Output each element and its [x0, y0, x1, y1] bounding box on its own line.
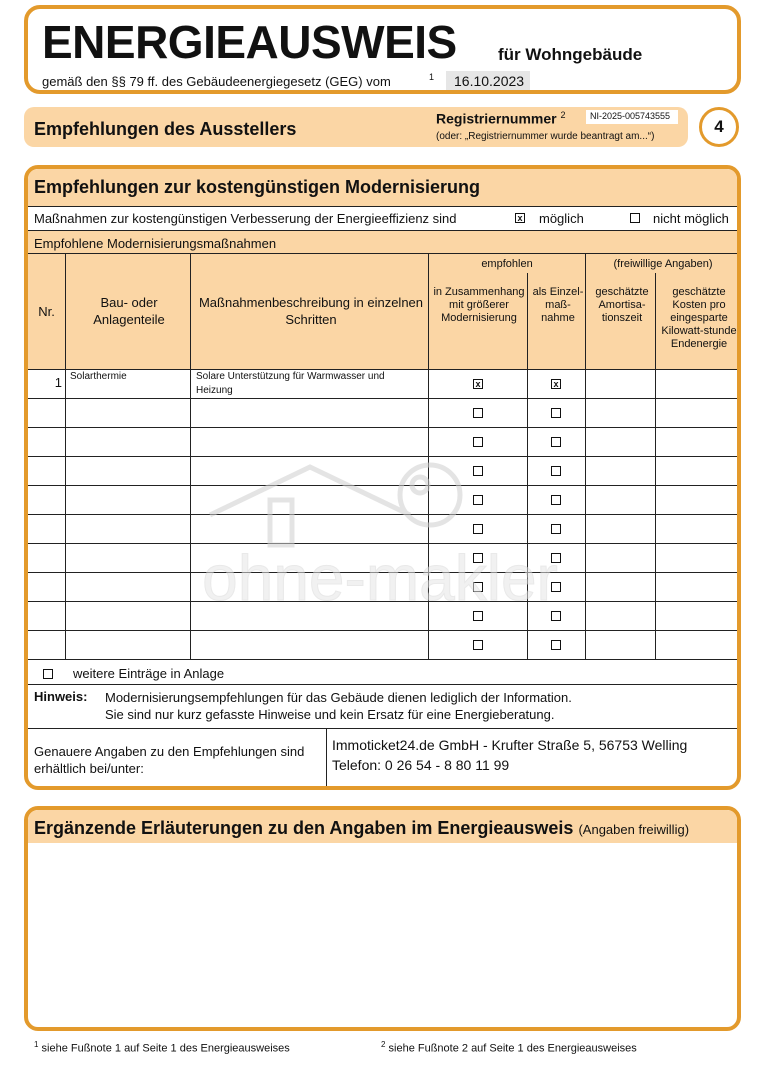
row-divider	[28, 398, 737, 399]
footnote-2	[381, 1040, 637, 1055]
watermark-text: ohne-makler	[202, 542, 558, 614]
row-divider	[28, 456, 737, 457]
document-title: ENERGIEAUSWEIS	[42, 16, 457, 68]
col-header-amortization: geschätzte Amortisa-tionszeit	[595, 286, 649, 324]
explanations-header	[28, 810, 737, 843]
row-component: Solarthermie	[70, 371, 127, 382]
registration-label-text: Registriernummer	[436, 110, 557, 127]
document-subtitle: für Wohngebäude	[498, 45, 643, 64]
label-not-possible: nicht möglich	[653, 211, 729, 226]
col-header-in-context: in Zusammenhang mit größerer Modernisierung	[433, 286, 525, 324]
recommendations-header	[28, 169, 737, 206]
row-checkbox-single[interactable]	[551, 408, 561, 418]
date-field: 16.10.2023	[446, 71, 530, 90]
section-header	[24, 107, 688, 147]
row-divider	[28, 485, 737, 486]
registration-label	[436, 110, 566, 127]
checkbox-possible-mark: x	[517, 213, 523, 223]
details-label: Genauere Angaben zu den Empfehlungen sind erhältlich bei/unter:	[34, 744, 305, 776]
document-header	[24, 5, 741, 94]
row-checkbox-in-context[interactable]	[473, 379, 483, 389]
col-header-cost: geschätzte Kosten pro eingesparte Kilowatt-stunde Endenergie	[661, 286, 737, 350]
row-checkbox-in-context[interactable]	[473, 524, 483, 534]
company-phone: Telefon: 0 26 54 - 8 80 11 99	[332, 757, 510, 773]
col-header-nr: Nr.	[38, 304, 55, 319]
row-checkbox-single[interactable]	[551, 611, 561, 621]
explanations-title	[34, 818, 689, 839]
checkbox-further-entries[interactable]	[43, 669, 53, 679]
note-text	[105, 689, 572, 723]
row-checkbox-in-context[interactable]	[473, 408, 483, 418]
registration-note: (oder: „Registriernummer wurde beantragt am...“)	[436, 131, 655, 142]
col-group-recommended: empfohlen	[481, 258, 533, 270]
row-checkbox-in-context[interactable]	[473, 495, 483, 505]
footnote-1-mark: 1	[34, 1040, 39, 1049]
explanations-box	[24, 806, 741, 1031]
row-checkbox-single[interactable]	[551, 466, 561, 476]
row-divider	[28, 427, 737, 428]
recommendations-box	[24, 165, 741, 790]
footnote-mark: 1	[429, 72, 435, 82]
row-checkbox-single-mark: x	[553, 379, 559, 389]
explanations-optional: (Angaben freiwillig)	[578, 822, 690, 837]
col-group-voluntary: (freiwillige Angaben)	[613, 258, 713, 270]
row-checkbox-single[interactable]	[551, 437, 561, 447]
row-divider	[28, 630, 737, 631]
registration-number: NI-2025-005743555	[586, 110, 678, 124]
recommendations-title: Empfehlungen zur kostengünstigen Modernisierung	[34, 177, 481, 197]
label-possible: möglich	[539, 211, 584, 226]
row-checkbox-in-context[interactable]	[473, 553, 483, 563]
divider	[28, 728, 737, 729]
row-checkbox-in-context[interactable]	[473, 582, 483, 592]
note-line-2: Sie sind nur kurz gefasste Hinweise und kein Ersatz für eine Energieberatung.	[105, 707, 555, 722]
recommended-measures-label: Empfohlene Modernisierungsmaßnahmen	[34, 236, 277, 251]
row-checkbox-in-context[interactable]	[473, 466, 483, 476]
legal-basis-text: gemäß den §§ 79 ff. des Gebäudeenergiegesetz (GEG) vom	[42, 74, 391, 89]
footnote-2-mark: 2	[381, 1040, 386, 1049]
col-header-component: Bau- oder Anlagenteile	[93, 295, 165, 327]
row-divider	[28, 514, 737, 515]
row-checkbox-single[interactable]	[551, 524, 561, 534]
section-title: Empfehlungen des Ausstellers	[34, 119, 297, 139]
further-entries-label: weitere Einträge in Anlage	[73, 666, 225, 681]
registration-footnote: 2	[560, 110, 566, 120]
explanations-title-text: Ergänzende Erläuterungen zu den Angaben im Energieausweis	[34, 818, 574, 838]
row-checkbox-in-context[interactable]	[473, 611, 483, 621]
divider	[28, 684, 737, 685]
divider	[28, 206, 737, 207]
footnote-2-text: siehe Fußnote 2 auf Seite 1 des Energieausweises	[388, 1042, 637, 1055]
checkbox-possible[interactable]	[515, 213, 525, 223]
note-label: Hinweis:	[34, 689, 88, 704]
col-header-description: Maßnahmenbeschreibung in einzelnen Schritten	[198, 295, 424, 327]
divider	[28, 659, 737, 660]
contact-info	[332, 735, 687, 775]
page-number-badge: 4	[699, 107, 739, 147]
row-divider	[28, 543, 737, 544]
row-checkbox-in-context[interactable]	[473, 640, 483, 650]
footnote-1	[34, 1040, 290, 1055]
col-header-single: als Einzel-maß-nahme	[532, 286, 584, 324]
company-address: Immoticket24.de GmbH - Krufter Straße 5, 56753 Welling	[332, 737, 688, 753]
row-description: Solare Unterstützung für Warmwasser und Heizung	[196, 371, 385, 396]
row-checkbox-in-context[interactable]	[473, 437, 483, 447]
row-checkbox-in-context-mark: x	[475, 379, 481, 389]
row-nr: 1	[54, 375, 62, 390]
checkbox-not-possible[interactable]	[630, 213, 640, 223]
row-checkbox-single[interactable]	[551, 379, 561, 389]
col-divider	[326, 728, 327, 790]
explanations-text-area[interactable]	[28, 843, 737, 1031]
row-checkbox-single[interactable]	[551, 553, 561, 563]
footnote-1-text: siehe Fußnote 1 auf Seite 1 des Energieausweises	[41, 1042, 290, 1055]
note-line-1: Modernisierungsempfehlungen für das Gebäude dienen lediglich der Information.	[105, 690, 572, 705]
row-checkbox-single[interactable]	[551, 640, 561, 650]
measures-text: Maßnahmen zur kostengünstigen Verbesserung der Energieeffizienz sind	[34, 211, 457, 226]
row-divider	[28, 572, 737, 573]
row-divider	[28, 601, 737, 602]
row-checkbox-single[interactable]	[551, 582, 561, 592]
row-checkbox-single[interactable]	[551, 495, 561, 505]
divider	[28, 253, 737, 254]
